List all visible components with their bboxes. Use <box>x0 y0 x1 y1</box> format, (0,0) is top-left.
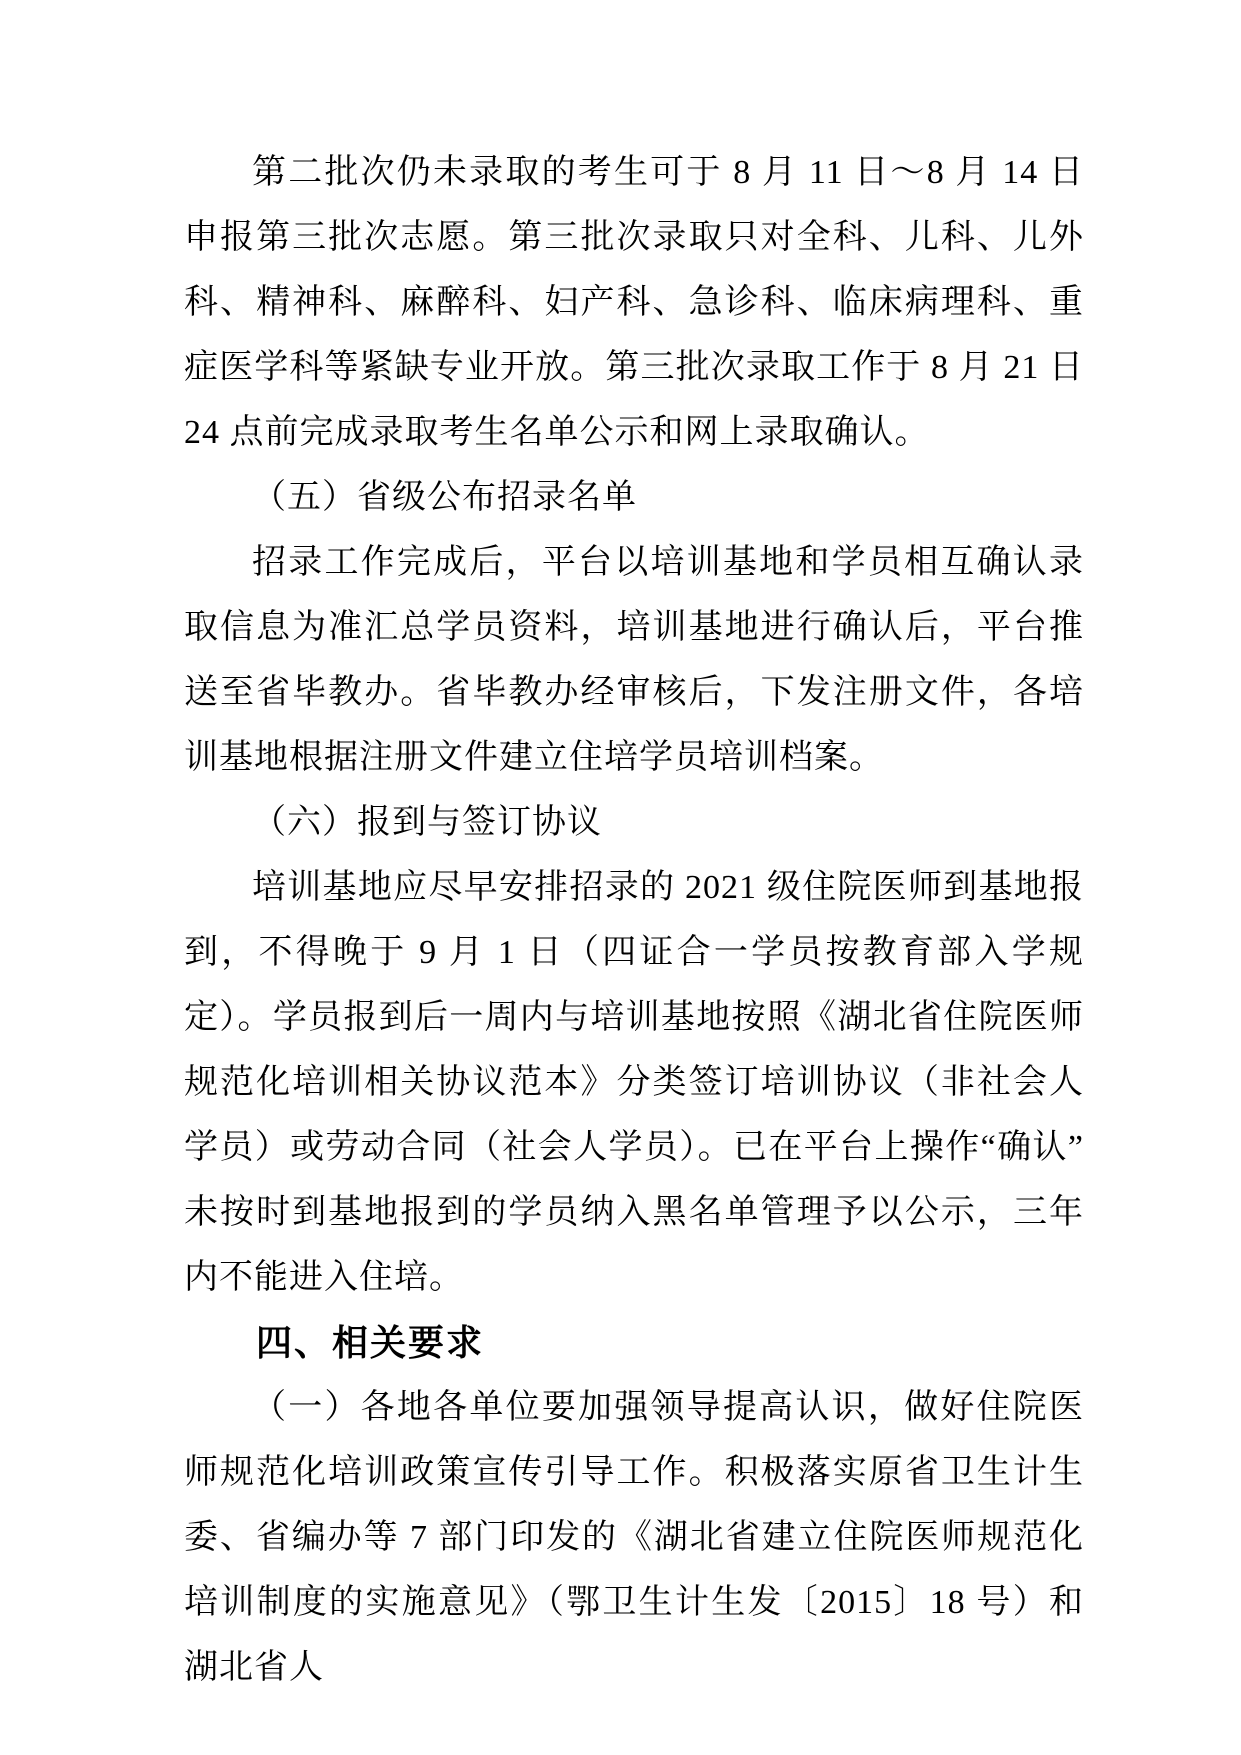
body-paragraph: 招录工作完成后，平台以培训基地和学员相互确认录取信息为准汇总学员资料，培训基地进行确认后，平台推送至省毕教办。省毕教办经审核后，下发注册文件，各培训基地根据注册文件建立住培学员培训档案。 <box>184 544 1084 776</box>
body-paragraph: （一）各地各单位要加强领导提高认识，做好住院医师规范化培训政策宣传引导工作。积极落实原省卫生计生委、省编办等 7 部门印发的《湖北省建立住院医师规范化培训制度的实施意见》（鄂卫生计生发〔2015〕18 号）和湖北省人 <box>184 1389 1084 1686</box>
section-heading: 四、相关要求 <box>256 1322 485 1363</box>
body-paragraph: 第二批次仍未录取的考生可于 8 月 11 日～8 月 14 日申报第三批次志愿。第三批次录取只对全科、儿科、儿外科、精神科、麻醉科、妇产科、急诊科、临床病理科、重症医学科等紧缺专业开放。第三批次录取工作于 8 月 21 日 24 点前完成录取考生名单公示和网上录取确认。 <box>184 154 1084 451</box>
document-content <box>184 140 1084 1700</box>
body-paragraph: 培训基地应尽早安排招录的 2021 级住院医师到基地报到，不得晚于 9 月 1 日（四证合一学员按教育部入学规定）。学员报到后一周内与培训基地按照《湖北省住院医师规范化培训相关协议范本》分类签订培训协议（非社会人学员）或劳动合同（社会人学员）。已在平台上操作“确认” 未按时到基地报到的学员纳入黑名单管理予以公示，三年内不能进入住培。 <box>184 869 1084 1296</box>
subsection-heading: （六）报到与签订协议 <box>252 804 602 841</box>
subsection-heading: （五）省级公布招录名单 <box>252 479 637 516</box>
